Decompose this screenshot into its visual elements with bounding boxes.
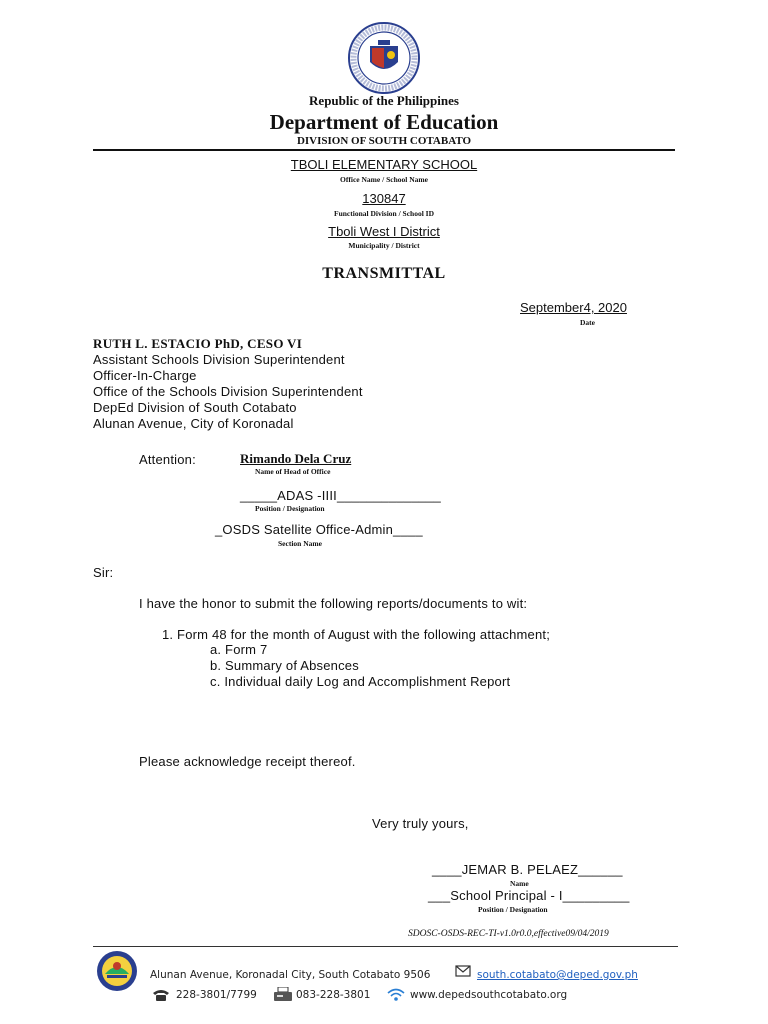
fax-icon [273,987,293,1002]
district-caption: Municipality / District [348,241,420,250]
sub-list-item: b. Summary of Absences [210,658,359,673]
attention-position-caption: Position / Designation [255,504,325,513]
attention-label: Attention: [139,452,196,467]
recipient-address [93,352,363,432]
recipient-line: DepEd Division of South Cotabato [93,400,297,415]
valediction: Very truly yours, [372,816,469,831]
document-code: SDOSC-OSDS-REC-TI-v1.0r0.0,effective09/04/2019 [408,929,609,939]
footer-divider [93,946,678,947]
date-caption: Date [580,318,595,327]
intro-paragraph: I have the honor to submit the following reports/documents to wit: [139,596,528,611]
division-logo-icon [96,950,138,992]
attention-section: _OSDS Satellite Office-Admin____ [215,522,423,537]
footer-fax: 083-228-3801 [296,989,371,1001]
attention-position: _____ADAS -IIII______________ [240,488,441,503]
date-value: September4, 2020 [520,300,627,315]
footer-phone: 228-3801/7799 [176,989,257,1001]
district: Tboli West I District [328,224,440,239]
closing-request: Please acknowledge receipt thereof. [139,754,356,769]
wifi-icon [386,987,406,1002]
footer-address: Alunan Avenue, Koronadal City, South Cotabato 9506 [150,969,431,981]
recipient-line: Office of the Schools Division Superintendent [93,384,363,399]
phone-icon [151,988,171,1002]
signatory-name: ____JEMAR B. PELAEZ______ [432,862,623,877]
sub-list-item: c. Individual daily Log and Accomplishment Report [210,674,511,689]
sub-list-item: a. Form 7 [210,642,268,657]
republic-heading: Republic of the Philippines [309,93,459,108]
footer-website[interactable]: www.depedsouthcotabato.org [410,989,568,1001]
deped-seal-icon [348,22,420,94]
envelope-icon [455,964,471,978]
signatory-name-caption: Name [510,879,529,888]
recipient-line: Assistant Schools Division Superintendent [93,352,345,367]
division-heading: DIVISION OF SOUTH COTABATO [296,135,472,147]
school-id: 130847 [362,191,406,206]
recipient-line: Alunan Avenue, City of Koronadal [93,416,294,431]
school-id-caption: Functional Division / School ID [333,209,435,218]
header-divider [93,149,675,151]
department-heading: Department of Education [269,110,499,134]
attention-name: Rimando Dela Cruz [240,451,352,466]
school-name: TBOLI ELEMENTARY SCHOOL [290,157,478,172]
attention-section-caption: Section Name [278,539,322,548]
document-title: TRANSMITTAL [322,265,446,282]
email-link[interactable]: south.cotabato@deped.gov.ph [477,969,638,981]
salutation: Sir: [93,565,114,580]
recipient-line: Officer-In-Charge [93,368,197,383]
list-item: 1. Form 48 for the month of August with the following attachment; [162,627,551,642]
signatory-position: ___School Principal - I_________ [428,888,630,903]
school-name-caption: Office Name / School Name [340,175,428,184]
attention-name-caption: Name of Head of Office [255,467,331,476]
recipient-name: RUTH L. ESTACIO PhD, CESO VI [93,336,303,351]
signatory-position-caption: Position / Designation [478,905,548,914]
